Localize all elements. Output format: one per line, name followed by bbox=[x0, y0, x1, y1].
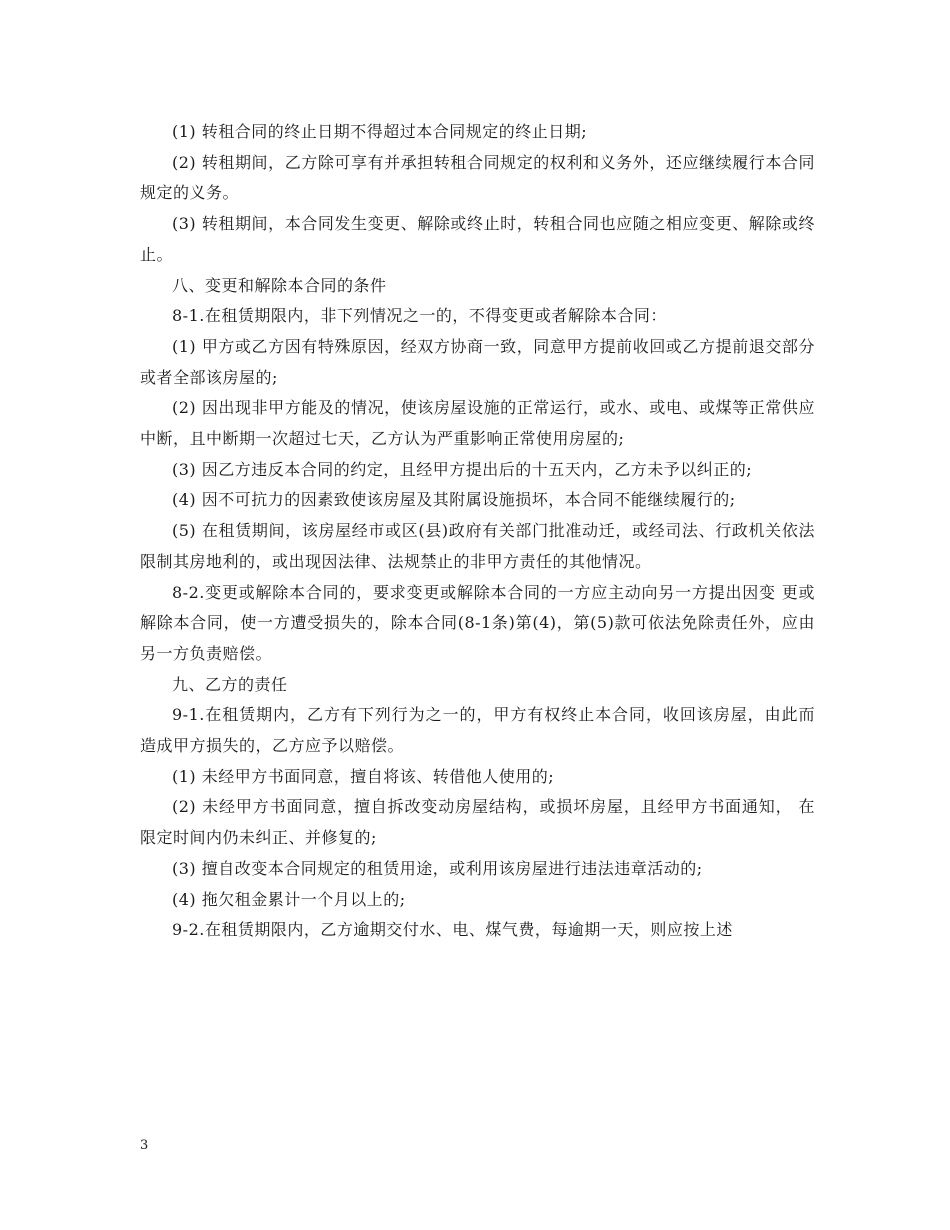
section-9-heading: 九、乙方的责任 bbox=[172, 674, 288, 694]
clause-9-1-item-1: (1) 未经甲方书面同意，擅自将该、转借他人使用的; bbox=[172, 766, 555, 786]
clause-9-1-item-3: (3) 擅自改变本合同规定的租赁用途，或利用该房屋进行违法违章活动的; bbox=[172, 858, 703, 878]
document-body bbox=[140, 117, 815, 946]
clause-8-1-item-2: (2) 因出现非甲方能及的情况，使该房屋设施的正常运行，或水、或电、或煤等正常供应中断，且中断期一次超过七天，乙方认为严重影响正常使用房屋的; bbox=[140, 398, 815, 449]
page-number: 3 bbox=[140, 1138, 149, 1153]
clause-9-2: 9-2.在租赁期限内，乙方逾期交付水、电、煤气费，每逾期一天，则应按上述 bbox=[172, 920, 733, 940]
clause-7-sublease-termination: (3) 转租期间，本合同发生变更、解除或终止时，转租合同也应随之相应变更、解除或终止。 bbox=[140, 214, 815, 264]
clause-8-1-item-5: (5) 在租赁期间，该房屋经市或区(县)政府有关部门批准动迁，或经司法、行政机关依法限制其房地利的，或出现因法律、法规禁止的非甲方责任的其他情况。 bbox=[140, 521, 815, 571]
clause-8-1: 8-1.在租赁期限内，非下列情况之一的，不得变更或者解除本合同： bbox=[172, 306, 667, 326]
clause-8-1-item-3: (3) 因乙方违反本合同的约定，且经甲方提出后的十五天内，乙方未予以纠正的; bbox=[172, 459, 753, 479]
clause-9-1-item-4: (4) 拖欠租金累计一个月以上的; bbox=[172, 889, 406, 909]
clause-9-1: 9-1.在租赁期内，乙方有下列行为之一的，甲方有权终止本合同，收回该房屋，由此而造成甲方损失的，乙方应予以赔偿。 bbox=[140, 705, 815, 756]
clause-9-1-item-2: (2) 未经甲方书面同意，擅自拆改变动房屋结构，或损坏房屋，且经甲方书面通知， 在限定时间内仍未纠正、并修复的; bbox=[140, 797, 815, 848]
section-8-heading: 八、变更和解除本合同的条件 bbox=[172, 275, 387, 295]
clause-7-sublease-obligations: (2) 转租期间，乙方除可享有并承担转租合同规定的权利和义务外，还应继续履行本合同规定的义务。 bbox=[140, 152, 815, 203]
clause-7-sublease-end-date: (1) 转租合同的终止日期不得超过本合同规定的终止日期; bbox=[172, 122, 588, 141]
clause-8-1-item-1: (1) 甲方或乙方因有特殊原因，经双方协商一致，同意甲方提前收回或乙方提前退交部分或者全部该房屋的; bbox=[140, 336, 815, 387]
clause-8-1-item-4: (4) 因不可抗力的因素致使该房屋及其附属设施损坏，本合同不能继续履行的; bbox=[172, 490, 736, 510]
clause-8-2: 8-2.变更或解除本合同的，要求变更或解除本合同的一方应主动向另一方提出因变 更或解除本合同，使一方遭受损失的，除本合同(8-1条)第(4)，第(5)款可依法免除责任外，应由另一方负责赔偿。 bbox=[140, 582, 815, 663]
